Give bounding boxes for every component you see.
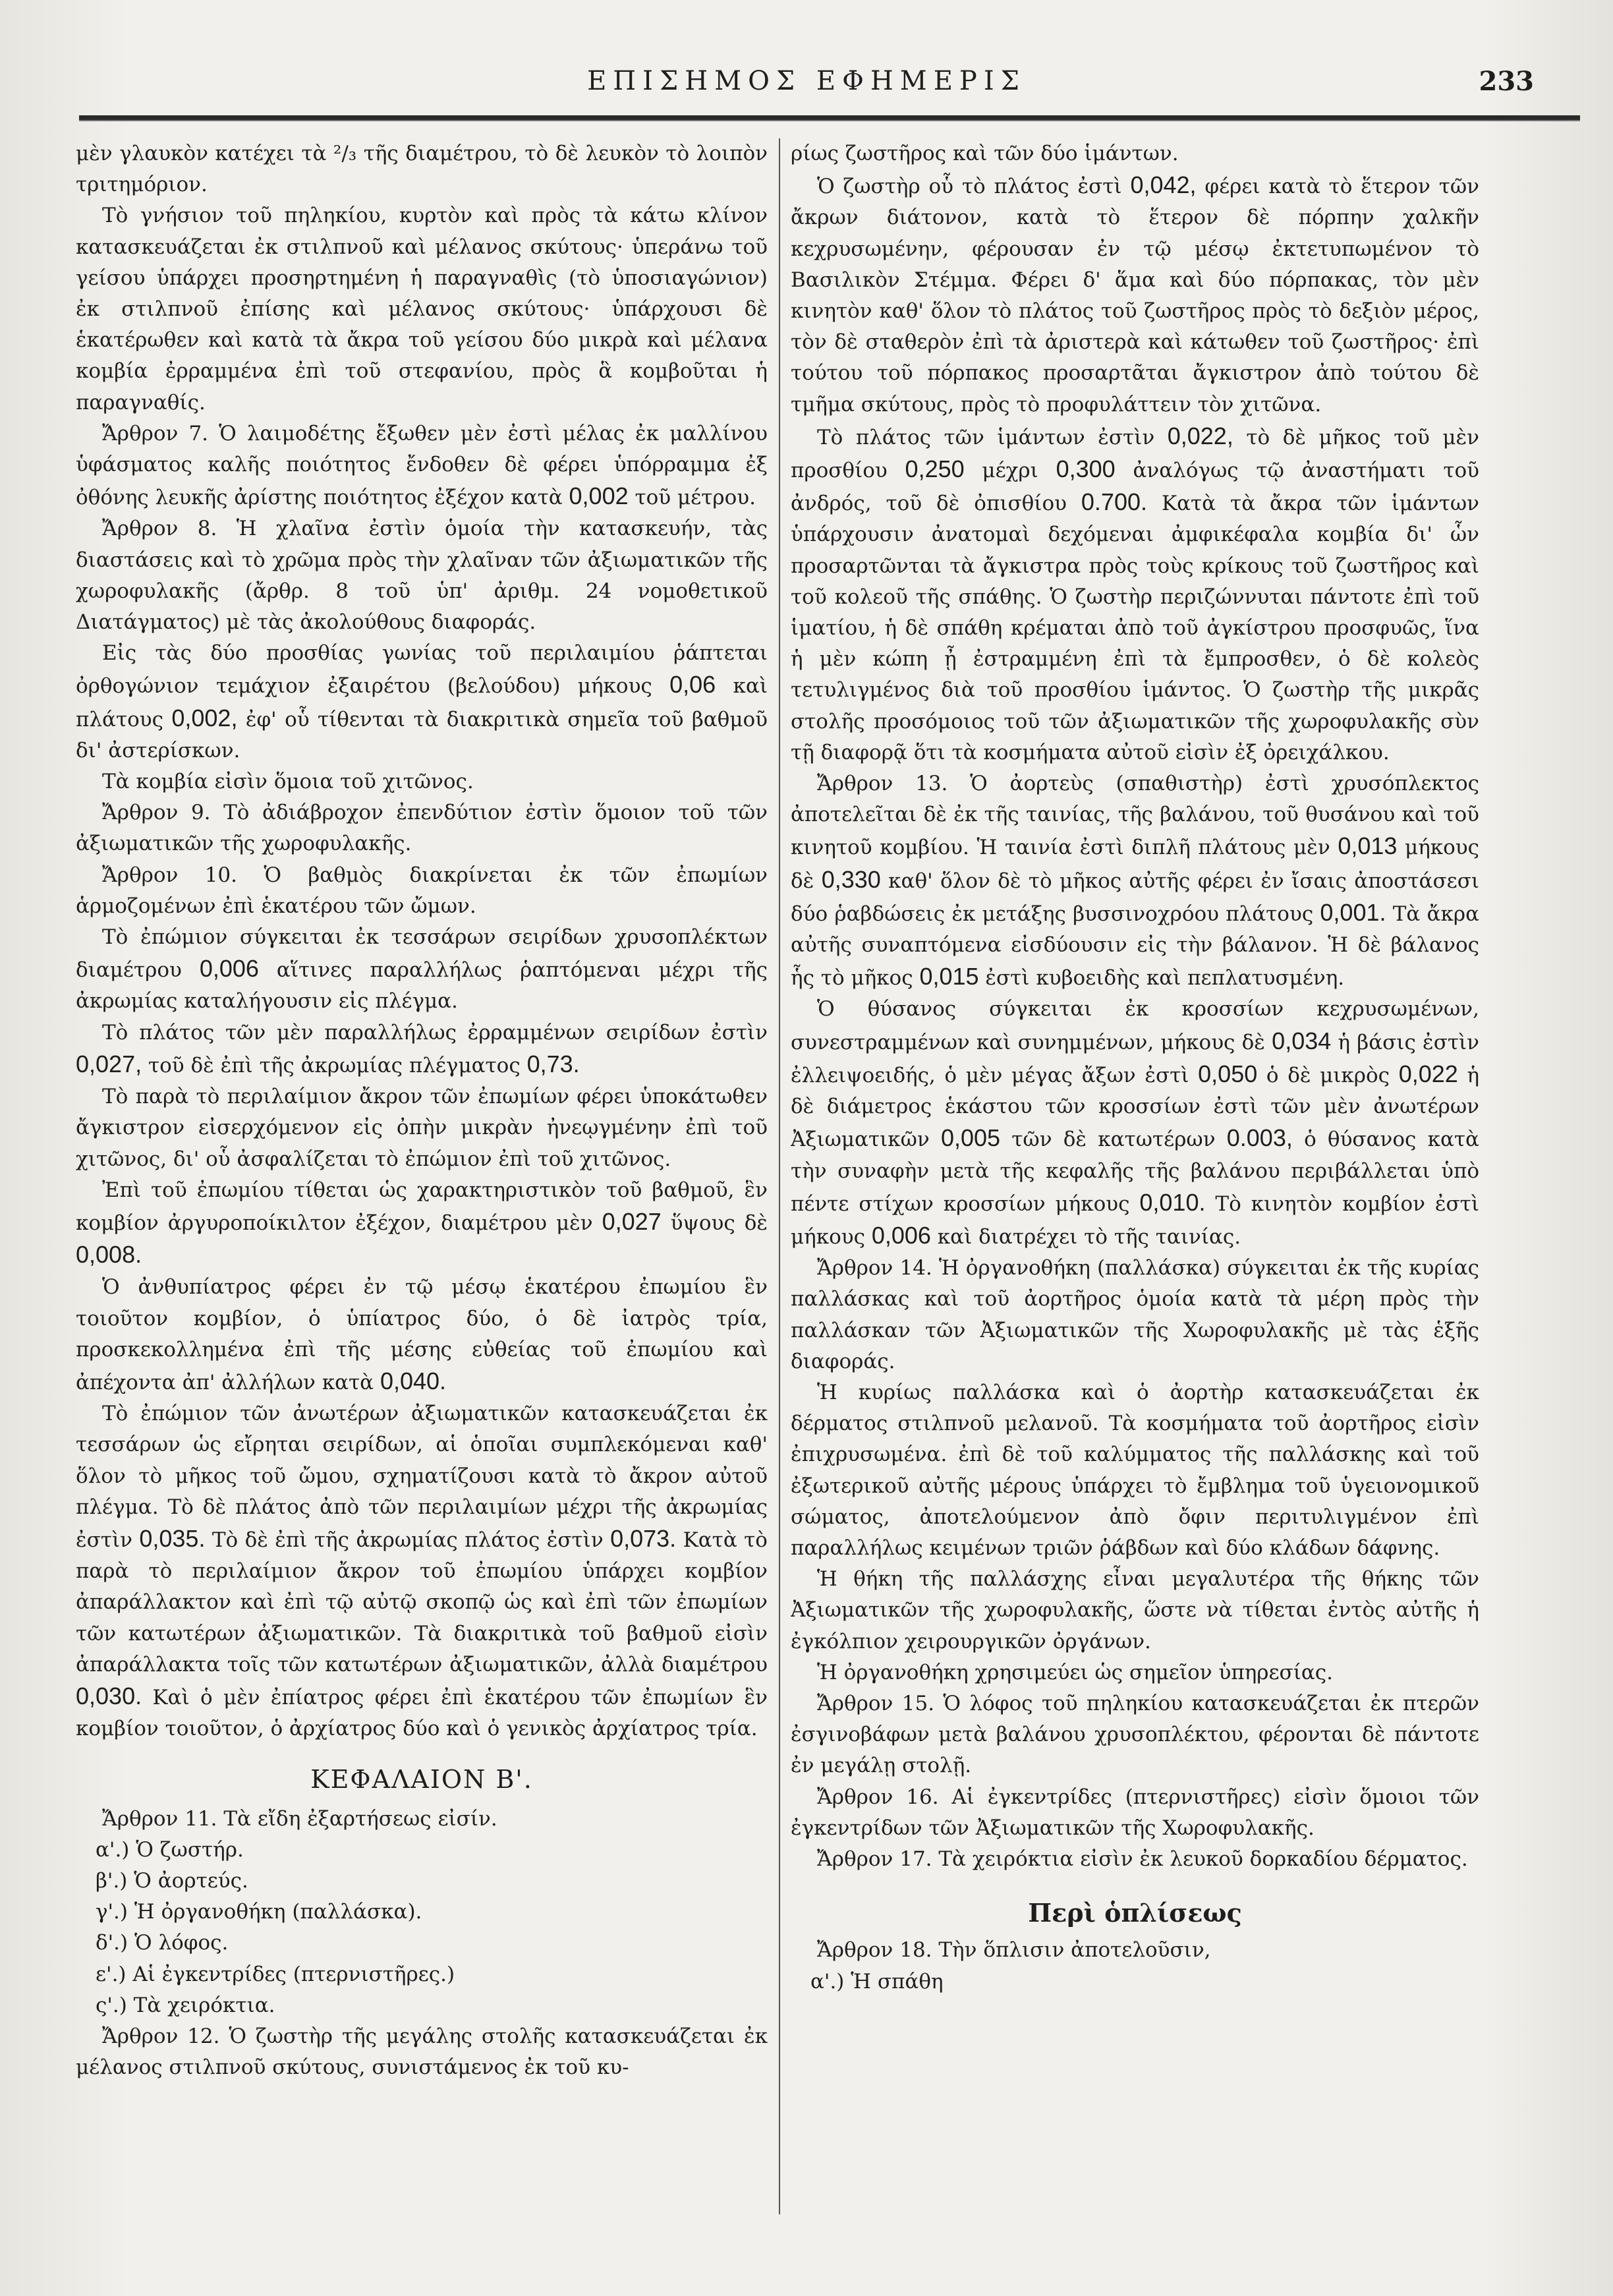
article-10: Ἄρθρον 10. Ὁ βαθμὸς διακρίνεται ἐκ τῶν ἐπωμίων ἁρμοζομένων ἐπὶ ἑκατέρου τῶν ὤμων. [76,863,768,918]
newspaper-title: ΕΠΙΣΗΜΟΣ ΕΦΗΜΕΡΙΣ [587,66,1026,96]
list-item: γ'.) Ἡ ὀργανοθήκη (παλλάσκα). [96,1900,422,1924]
paragraph: Ὁ ἀνθυπίατρος φέρει ἐν τῷ μέσῳ ἑκατέρου ἐπωμίου ἓν τοιοῦτον κομβίον, ὁ ὑπίατρος δύο, ὁ δὲ ἰατρὸς τρία, προσκεκολλημένα ἐπὶ τῆς μέσης εὐθείας τοῦ ἐπωμίου καὶ ἀπέχοντα ἀπ' ἀλλήλων κατὰ 0,040. [76,1275,768,1394]
paragraph: Τὸ ἐπώμιον σύγκειται ἐκ τεσσάρων σειρίδων χρυσοπλέκτων διαμέτρου 0,006 αἵτινες παραλλήλως ῥαπτόμεναι μέχρι τῆς ἀκρωμίας καταλήγουσιν εἰς πλέγμα. [76,925,768,1014]
article-18: Ἄρθρον 18. Τὴν ὅπλισιν ἀποτελοῦσιν, [817,1938,1211,1963]
paragraph: Τὰ κομβία εἰσὶν ὅμοια τοῦ χιτῶνος. [102,770,474,794]
list-item: β'.) Ὁ ἀορτεύς. [96,1868,248,1893]
paragraph: Ἡ κυρίως παλλάσκα καὶ ὁ ἀορτὴρ κατασκευάζεται ἐκ δέρματος στιλπνοῦ μελανοῦ. Τὰ κοσμήματα τοῦ ἀορτῆρος εἰσὶν ἐπιχρυσωμένα. ἐπὶ δὲ τοῦ καλύμματος τῆς παλλάσκης καὶ τοῦ ἐξωτερικοῦ αὐτῆς μέρους ὑπάρχει τὸ ἔμβλημα τοῦ ὑγειονομικοῦ σώματος, ἀποτελούμενον ἀπὸ ὄφιν περιτυλιγμένον ἐπὶ παραλλήλως κειμένων τριῶν ῥάβδων καὶ δύο κλάδων δάφνης. [791,1380,1479,1560]
list-item: ε'.) Αἱ ἐγκεντρίδες (πτερνιστῆρες.) [96,1962,455,1986]
paragraph: Ἡ ὀργανοθήκη χρησιμεύει ὡς σημεῖον ὑπηρεσίας. [817,1660,1334,1684]
column-divider [779,138,780,2214]
section-heading: Περὶ ὁπλίσεως [1028,1898,1242,1928]
article-7: Ἄρθρον 7. Ὁ λαιμοδέτης ἔξωθεν μὲν ἐστὶ μέλας ἐκ μαλλίνου ὑφάσματος καλῆς ποιότητος ἔνδοθεν δὲ φέρει ὑπόρραμμα ἐξ ὀθόνης λευκῆς ἀρίστης ποιότητος ἐξέχον κατὰ 0,002 τοῦ μέτρου. [76,421,768,510]
paragraph: Ἐπὶ τοῦ ἐπωμίου τίθεται ὡς χαρακτηριστικὸν τοῦ βαθμοῦ, ἓν κομβίον ἀργυροποίκιλτον ἐξέχον, διαμέτρου μὲν 0,027 ὕψους δὲ 0,008. [76,1178,768,1269]
article-13: Ἄρθρον 13. Ὁ ἀορτεὺς (σπαθιστὴρ) ἐστὶ χρυσόπλεκτος ἀποτελεῖται δὲ ἐκ τῆς ταινίας, τῆς βαλάνου, τοῦ θυσάνου καὶ τοῦ κινητοῦ κομβίου. Ἡ ταινία ἐστὶ διπλῆ πλάτους μὲν 0,013 μήκους δὲ 0,330 καθ' ὅλον δὲ τὸ μῆκος αὐτῆς φέρει ἐν ἴσαις ἀποστάσεσι δύο ῥαβδώσεις ἐκ μετάξης βυσσινοχρόου πλάτους 0,001. Τὰ ἄκρα αὐτῆς συναπτόμενα εἰσδύουσιν εἰς τὴν βάλανον. Ἡ δὲ βάλανος ἧς τὸ μῆκος 0,015 ἐστὶ κυβοειδὴς καὶ πεπλατυσμένη. [791,772,1479,990]
paragraph: Τὸ πλάτος τῶν ἱμάντων ἐστὶν 0,022, τὸ δὲ μῆκος τοῦ μὲν προσθίου 0,250 μέχρι 0,300 ἀναλόγως τῷ ἀναστήματι τοῦ ἀνδρός, τοῦ δὲ ὀπισθίου 0.700. Κατὰ τὰ ἄκρα τῶν ἱμάντων ὑπάρχουσιν ἀνατομαὶ δεχόμεναι ἀμφικέφαλα κομβία δι' ὧν προσαρτῶνται τὰ ἄγκιστρα πρὸς τοὺς κρίκους τοῦ ζωστῆρος καὶ τοῦ κολεοῦ τῆς σπάθης. Ὁ ζωστὴρ περιζώννυται πάντοτε ἐπὶ τοῦ ἱματίου, ἡ δὲ σπάθη κρέμαται ἀπὸ τοῦ ἀγκίστρου προσφυῶς, ἵνα ἡ μὲν κώπη ᾖ ἐστραμμένη ἐπὶ τὰ ἔμπροσθεν, ὁ δὲ κολεὸς τετυλιγμένος διὰ τοῦ προσθίου ἱμάντος. Ὁ ζωστὴρ τῆς μικρᾶς στολῆς προσόμοιος τοῦ τῶν ἀξιωματικῶν τῆς χωροφυλακῆς σὺν τῇ διαφορᾷ ὅτι τὰ κοσμήματα αὐτοῦ εἰσὶν ἐξ ὀρειχάλκου. [791,422,1479,764]
article-12: Ἄρθρον 12. Ὁ ζωστὴρ τῆς μεγάλης στολῆς κατασκευάζεται ἐκ μέλανος στιλπνοῦ σκύτους, συνιστάμενος ἐκ τοῦ κυ- [76,2024,768,2080]
paragraph: Τὸ ἐπώμιον τῶν ἀνωτέρων ἀξιωματικῶν κατασκευάζεται ἐκ τεσσάρων ὡς εἴρηται σειρίδων, αἱ ὁποῖαι συμπλεκόμεναι καθ' ὅλον τὸ μῆκος τοῦ ὤμου, σχηματίζουσι κατὰ τὸ ἄκρον αὐτοῦ πλέγμα. Τὸ δὲ πλάτος ἀπὸ τῶν περιλαιμίων μέχρι τῆς ἀκρωμίας ἐστὶν 0,035. Τὸ δὲ ἐπὶ τῆς ἀκρωμίας πλάτος ἐστὶν 0,073. Κατὰ τὸ παρὰ τὸ περιλαίμιον ἄκρον τοῦ ἐπωμίου ὑπάρχει κομβίον ἀπαράλλακτον καὶ ἐπὶ τῷ αὐτῷ σκοπῷ ὡς καὶ ἐπὶ τῶν ἐπωμίων τῶν κατωτέρων ἀξιωματικῶν. Τὰ διακριτικὰ τοῦ βαθμοῦ εἰσὶν ἀπαράλλακτα τοῖς τῶν κατωτέρων ἀξιωματικῶν, ἀλλὰ διαμέτρου 0,030. Καὶ ὁ μὲν ἐπίατρος φέρει ἐπὶ ἑκατέρου τῶν ἐπωμίων ἓν κομβίον τοιοῦτον, ὁ ἀρχίατρος δύο καὶ ὁ γενικὸς ἀρχίατρος τρία. [76,1402,768,1741]
paragraph: Ὁ θύσανος σύγκειται ἐκ κροσσίων κεχρυσωμένων, συνεστραμμένων καὶ συνημμένων, μήκους δὲ 0,034 ἡ βάσις ἐστὶν ἐλλειψοειδής, ὁ μὲν μέγας ἄξων ἐστὶ 0,050 ὁ δὲ μικρὸς 0,022 ἡ δὲ διάμετρος ἑκάστου τῶν κροσσίων ἐστὶ τῶν μὲν ἀνωτέρων Ἀξιωματικῶν 0,005 τῶν δὲ κατωτέρων 0.003, ὁ θύσανος κατὰ τὴν συναφὴν μετὰ τῆς κεφαλῆς τῆς βαλάνου περιβάλλεται ὑπὸ πέντε στίχων κροσσίων μήκους 0,010. Τὸ κινητὸν κομβίον ἐστὶ μήκους 0,006 καὶ διατρέχει τὸ τῆς ταινίας. [791,997,1479,1249]
chapter-heading: ΚΕΦΑΛΑΙΟΝ Β'. [310,1765,533,1794]
article-11: Ἄρθρον 11. Τὰ εἴδη ἐξαρτήσεως εἰσίν. [102,1806,497,1831]
paragraph: Τὸ γνήσιον τοῦ πηληκίου, κυρτὸν καὶ πρὸς τὰ κάτω κλίνον κατασκευάζεται ἐκ στιλπνοῦ καὶ μέλανος σκύτους· ὑπεράνω τοῦ γείσου ὑπάρχει προσηρτημένη ἡ παραγναθὶς (τὸ ὑποσιαγώνιον) ἐκ στιλπνοῦ ἐπίσης καὶ μέλανος σκύτους· ὑπάρχουσι δὲ ἑκατέρωθεν καὶ κατὰ τὰ ἄκρα τοῦ γείσου δύο μικρὰ καὶ μέλανα κομβία ἐρραμμένα ἐπὶ τοῦ στεφανίου, πρὸς ἃ κομβοῦται ἡ παραγναθίς. [76,204,768,415]
article-9: Ἄρθρον 9. Τὸ ἀδιάβροχον ἐπενδύτιον ἐστὶν ὅμοιον τοῦ τῶν ἀξιωματικῶν τῆς χωροφυλακῆς. [76,801,768,856]
paragraph: Ὁ ζωστὴρ οὗ τὸ πλάτος ἐστὶ 0,042, φέρει κατὰ τὸ ἕτερον τῶν ἄκρων διάτονον, κατὰ τὸ ἕτερον δὲ πόρπην χαλκῆν κεχρυσωμένην, φέρουσαν ἐν τῷ μέσῳ ἐκτετυπωμένον τὸ Βασιλικὸν Στέμμα. Φέρει δ' ἅμα καὶ δύο πόρπακας, τὸν μὲν κινητὸν καθ' ὅλον τὸ πλάτος τοῦ ζωστῆρος πρὸς τὸ δεξιὸν μέρος, τὸν δὲ σταθερὸν ἐπὶ τὰ ἀριστερὰ καὶ κάτωθεν τοῦ ζωστῆρος· ἐπὶ τούτου τοῦ πόρπακος προσαρτᾶται ἄγκιστρον ἀπὸ τούτου δὲ τμῆμα σκύτους, πρὸς τὸ προφυλάττειν τὸν χιτῶνα. [791,171,1479,416]
article-16: Ἄρθρον 16. Αἱ ἐγκεντρίδες (πτερνιστῆρες) εἰσὶν ὅμοιοι τῶν ἐγκεντρίδων τῶν Ἀξιωματικῶν τῆς Χωροφυλακῆς. [791,1785,1479,1840]
page-header [53,66,1560,119]
list-item: α'.) Ὁ ζωστήρ. [96,1837,244,1862]
article-14: Ἄρθρον 14. Ἡ ὀργανοθήκη (παλλάσκα) σύγκειται ἐκ τῆς κυρίας παλλάσκας καὶ τοῦ ἀορτῆρος ὁμοία κατὰ τὰ μέρη πρὸς τὴν παλλάσκαν τῶν Ἀξιωματικῶν τῆς Χωροφυλακῆς μὲ τὰς ἑξῆς διαφοράς. [791,1256,1479,1373]
paragraph: Τὸ πλάτος τῶν μὲν παραλλήλως ἐρραμμένων σειρίδων ἐστὶν 0,027, τοῦ δὲ ἐπὶ τῆς ἀκρωμίας πλέγματος 0,73. [76,1020,768,1077]
paragraph: μὲν γλαυκὸν κατέχει τὰ ²/₃ τῆς διαμέτρου, τὸ δὲ λευκὸν τὸ λοιπὸν τριτημόριον. [76,142,768,197]
page-number: 233 [1479,66,1534,97]
paragraph: Εἰς τὰς δύο προσθίας γωνίας τοῦ περιλαιμίου ῥάπτεται ὀρθογώνιον τεμάχιον ἐξαιρέτου (βελούδου) μήκους 0,06 καὶ πλάτους 0,002, ἐφ' οὗ τίθενται τὰ διακριτικὰ σημεῖα τοῦ βαθμοῦ δι' ἀστερίσκων. [76,641,768,762]
article-8: Ἄρθρον 8. Ἡ χλαῖνα ἐστὶν ὁμοία τὴν κατασκευήν, τὰς διαστάσεις καὶ τὸ χρῶμα πρὸς τὴν χλαῖναν τῶν ἀξιωματικῶν τῆς χωροφυλακῆς (ἄρθρ. 8 τοῦ ὑπ' ἀριθμ. 24 νομοθετικοῦ Διατάγματος) μὲ τὰς ἀκολούθους διαφοράς. [76,517,768,635]
header-rule [79,115,1580,121]
list-item: ς'.) Τὰ χειρόκτια. [96,1993,275,2017]
paragraph: Ἡ θήκη τῆς παλλάσχης εἶναι μεγαλυτέρα τῆς θήκης τῶν Ἀξιωματικῶν τῆς χωροφυλακῆς, ὥστε νὰ τίθεται ἐντὸς αὐτῆς ἡ ἐγκόλπιον χειρουργικῶν ὀργάνων. [791,1567,1479,1653]
article-17: Ἄρθρον 17. Τὰ χειρόκτια εἰσὶν ἐκ λευκοῦ δορκαδίου δέρματος. [817,1847,1468,1871]
list-item: α'.) Ἡ σπάθη [810,1969,944,1994]
paragraph: ρίως ζωστῆρος καὶ τῶν δύο ἱμάντων. [791,142,1179,165]
article-15: Ἄρθρον 15. Ὁ λόφος τοῦ πηληκίου κατασκευάζεται ἐκ πτερῶν ἐσγινοβάφων μετὰ βαλάνου χρυσοπλέκτου, φέρονται δὲ πάντοτε ἐν μεγάλῃ στολῇ. [791,1691,1479,1778]
right-column [791,138,1479,2274]
list-item: δ'.) Ὁ λόφος. [96,1931,229,1955]
left-column [76,138,768,2274]
paragraph: Τὸ παρὰ τὸ περιλαίμιον ἄκρον τῶν ἐπωμίων φέρει ὑποκάτωθεν ἄγκιστρον εἰσερχόμενον εἰς ὀπὴν μικρὰν ἠνεῳγμένην ἐπὶ τοῦ χιτῶνος, δι' οὗ ἀσφαλίζεται τὸ ἐπώμιον ἐπὶ τοῦ χιτῶνος. [76,1085,768,1171]
